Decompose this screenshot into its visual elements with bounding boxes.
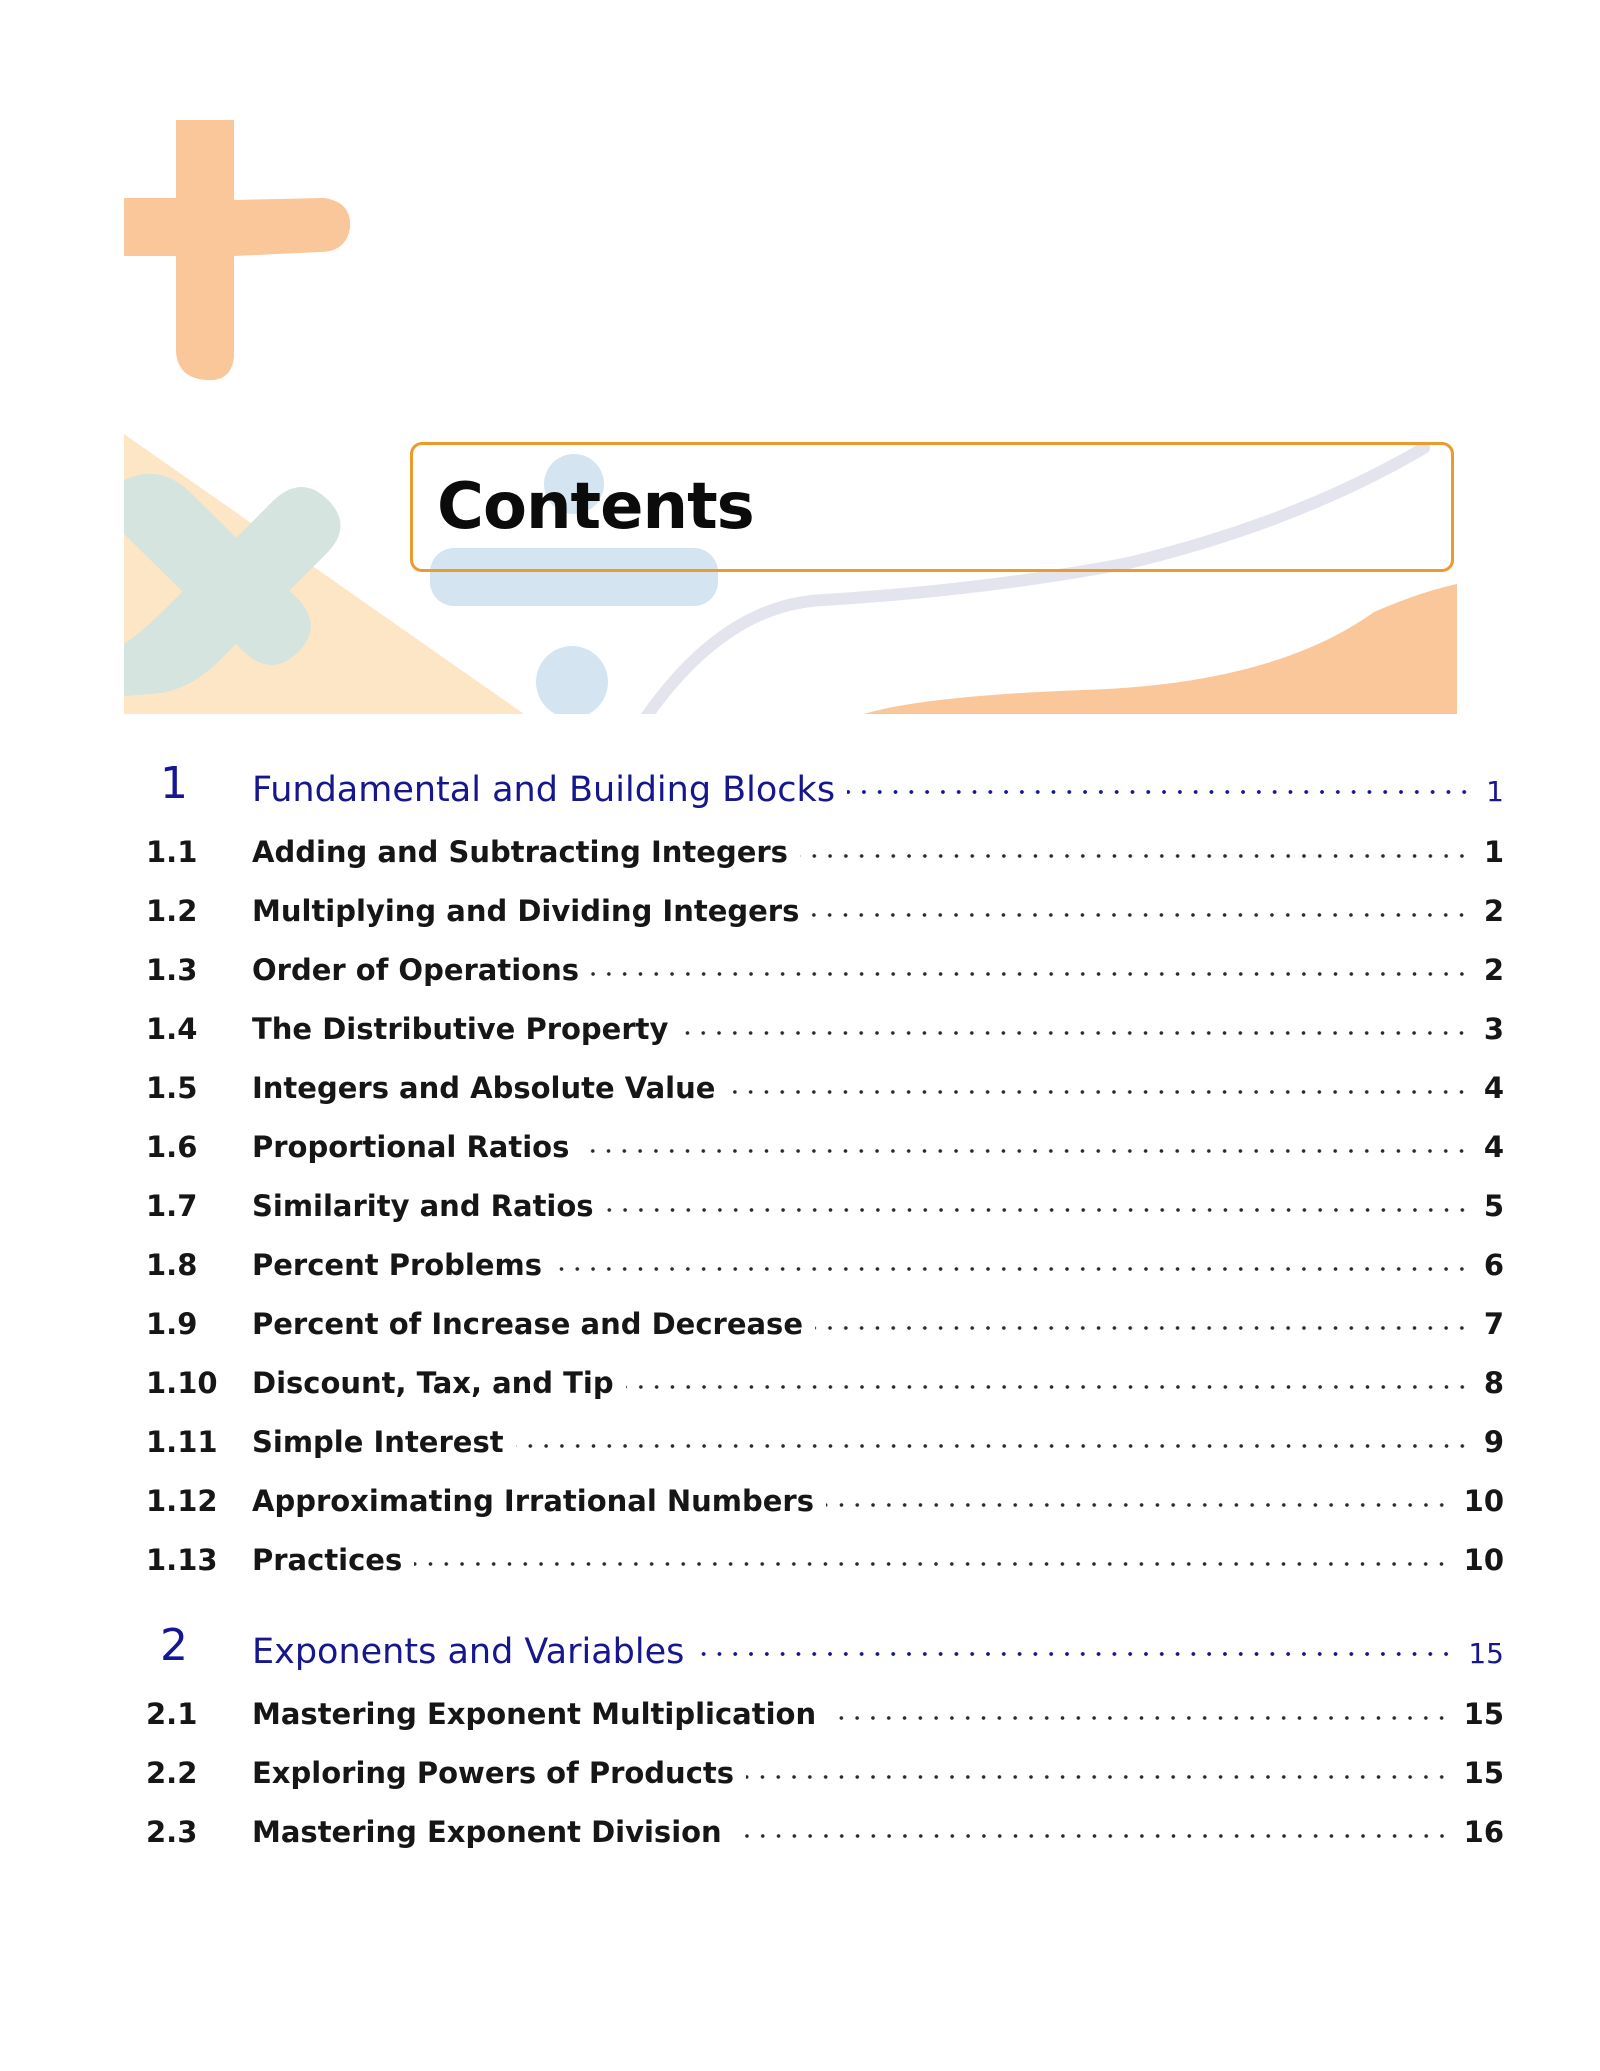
dot-leader bbox=[727, 1090, 1469, 1094]
plus-sign-shape bbox=[124, 120, 350, 380]
section-page-number: 5 bbox=[1483, 1189, 1504, 1223]
section-number: 1.10 bbox=[146, 1366, 218, 1400]
orange-hill-shape bbox=[864, 584, 1457, 714]
section-page-number: 15 bbox=[1463, 1697, 1504, 1731]
dot-leader bbox=[826, 1503, 1450, 1507]
section-title: Multiplying and Dividing Integers bbox=[252, 894, 800, 928]
section-number: 1.12 bbox=[146, 1484, 218, 1518]
section-number: 1.7 bbox=[146, 1189, 198, 1223]
section-number: 2.1 bbox=[146, 1697, 198, 1731]
dot-leader bbox=[606, 1208, 1470, 1212]
dot-leader bbox=[581, 1149, 1469, 1153]
dot-leader bbox=[800, 854, 1470, 858]
section-title: Mastering Exponent Division bbox=[252, 1815, 722, 1849]
section-title: Adding and Subtracting Integers bbox=[252, 835, 788, 869]
section-title: Exploring Powers of Products bbox=[252, 1756, 735, 1790]
section-title: Order of Operations bbox=[252, 953, 580, 987]
dot-leader bbox=[516, 1444, 1470, 1448]
section-page-number: 2 bbox=[1483, 894, 1504, 928]
section-page-number: 9 bbox=[1483, 1425, 1504, 1459]
section-page-number: 4 bbox=[1483, 1071, 1504, 1105]
section-number: 1.13 bbox=[146, 1543, 218, 1577]
chapter-page-number: 1 bbox=[1486, 775, 1504, 808]
section-title: Similarity and Ratios bbox=[252, 1189, 594, 1223]
section-title: Practices bbox=[252, 1543, 403, 1577]
section-page-number: 3 bbox=[1483, 1012, 1504, 1046]
section-page-number: 10 bbox=[1463, 1484, 1504, 1518]
dot-leader bbox=[847, 790, 1472, 794]
section-page-number: 8 bbox=[1483, 1366, 1504, 1400]
section-title: Simple Interest bbox=[252, 1425, 504, 1459]
section-number: 1.1 bbox=[146, 835, 198, 869]
section-number: 1.6 bbox=[146, 1130, 198, 1164]
section-number: 2.3 bbox=[146, 1815, 198, 1849]
section-number: 2.2 bbox=[146, 1756, 198, 1790]
section-number: 1.3 bbox=[146, 953, 198, 987]
chapter-title: Fundamental and Building Blocks bbox=[252, 770, 836, 810]
dot-leader bbox=[811, 913, 1469, 917]
section-number: 1.8 bbox=[146, 1248, 198, 1282]
dot-leader bbox=[828, 1716, 1450, 1720]
dot-leader bbox=[680, 1031, 1469, 1035]
section-number: 1.2 bbox=[146, 894, 198, 928]
dot-leader bbox=[414, 1562, 1449, 1566]
section-page-number: 16 bbox=[1463, 1815, 1504, 1849]
chapter-page-number: 15 bbox=[1468, 1637, 1504, 1670]
contents-title-frame bbox=[410, 442, 1454, 572]
section-title: Integers and Absolute Value bbox=[252, 1071, 716, 1105]
section-page-number: 2 bbox=[1483, 953, 1504, 987]
section-title: Approximating Irrational Numbers bbox=[252, 1484, 814, 1518]
dot-leader bbox=[626, 1385, 1470, 1389]
dot-leader bbox=[734, 1834, 1450, 1838]
section-number: 1.11 bbox=[146, 1425, 218, 1459]
section-title: The Distributive Property bbox=[252, 1012, 669, 1046]
section-page-number: 4 bbox=[1483, 1130, 1504, 1164]
section-page-number: 1 bbox=[1483, 835, 1504, 869]
chapter-title: Exponents and Variables bbox=[252, 1632, 685, 1672]
section-title: Percent of Increase and Decrease bbox=[252, 1307, 803, 1341]
section-title: Proportional Ratios bbox=[252, 1130, 570, 1164]
dot-leader bbox=[591, 972, 1470, 976]
dot-leader bbox=[746, 1775, 1450, 1779]
section-title: Mastering Exponent Multiplication bbox=[252, 1697, 817, 1731]
dot-leader bbox=[554, 1267, 1470, 1271]
section-number: 1.4 bbox=[146, 1012, 198, 1046]
dot-leader bbox=[815, 1326, 1470, 1330]
section-number: 1.5 bbox=[146, 1071, 198, 1105]
chapter-number: 1 bbox=[160, 758, 188, 809]
section-title: Discount, Tax, and Tip bbox=[252, 1366, 614, 1400]
section-title: Percent Problems bbox=[252, 1248, 543, 1282]
section-page-number: 15 bbox=[1463, 1756, 1504, 1790]
section-page-number: 6 bbox=[1483, 1248, 1504, 1282]
section-number: 1.9 bbox=[146, 1307, 198, 1341]
section-page-number: 7 bbox=[1483, 1307, 1504, 1341]
dot-leader bbox=[696, 1652, 1454, 1656]
page-title: Contents bbox=[437, 470, 754, 544]
section-page-number: 10 bbox=[1463, 1543, 1504, 1577]
chapter-number: 2 bbox=[160, 1620, 188, 1671]
plus-sign-decoration-icon bbox=[124, 120, 354, 382]
